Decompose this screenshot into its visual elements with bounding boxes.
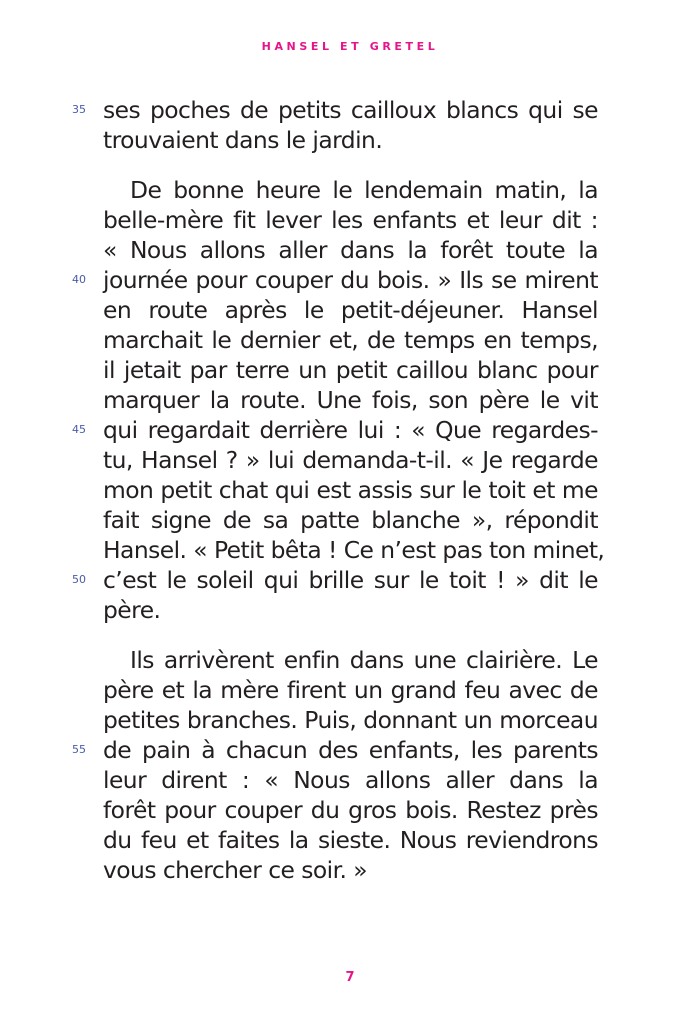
text-line: leur dirent : « Nous allons aller dans la [103,766,598,794]
text-line: c’est le soleil qui brille sur le toit ! » dit le [103,566,598,594]
page-number: 7 [345,970,355,985]
line-number-50: 50 [72,573,86,586]
text-line: tu, Hansel ? » lui demanda-t-il. « Je regarde [103,446,598,474]
running-head-title: HANSEL ET GRETEL [261,40,439,53]
text-line: marchait le dernier et, de temps en temps, [103,326,598,354]
text-line: marquer la route. Une fois, son père le vit [103,386,598,414]
text-line: fait signe de sa patte blanche », répondit [103,506,598,534]
text-line: il jetait par terre un petit caillou blanc pour [103,356,598,384]
text-line: du feu et faites la sieste. Nous reviendrons [103,826,598,854]
text-line: qui regardait derrière lui : « Que regardes- [103,416,598,444]
text-line: belle-mère fit lever les enfants et leur dit : [103,206,598,234]
text-line: « Nous allons aller dans la forêt toute la [103,236,598,264]
text-line: mon petit chat qui est assis sur le toit et me [103,476,598,504]
text-line: De bonne heure le lendemain matin, la [130,176,598,204]
text-line: père. [103,596,161,624]
text-line: vous chercher ce soir. » [103,856,368,884]
text-line: Hansel. « Petit bêta ! Ce n’est pas ton minet, [103,536,605,564]
line-number-40: 40 [72,273,86,286]
text-line: de pain à chacun des enfants, les parents [103,736,598,764]
text-line: Ils arrivèrent enfin dans une clairière. Le [130,646,598,674]
text-line: forêt pour couper du gros bois. Restez près [103,796,598,824]
line-number-55: 55 [72,743,86,756]
text-line: en route après le petit-déjeuner. Hansel [103,296,598,324]
text-line: ses poches de petits cailloux blancs qui se [103,96,598,124]
line-number-35: 35 [72,103,86,116]
text-line: petites branches. Puis, donnant un morceau [103,706,598,734]
text-line: trouvaient dans le jardin. [103,126,383,154]
line-number-45: 45 [72,423,86,436]
text-line: père et la mère firent un grand feu avec de [103,676,598,704]
text-line: journée pour couper du bois. » Ils se mirent [103,266,598,294]
